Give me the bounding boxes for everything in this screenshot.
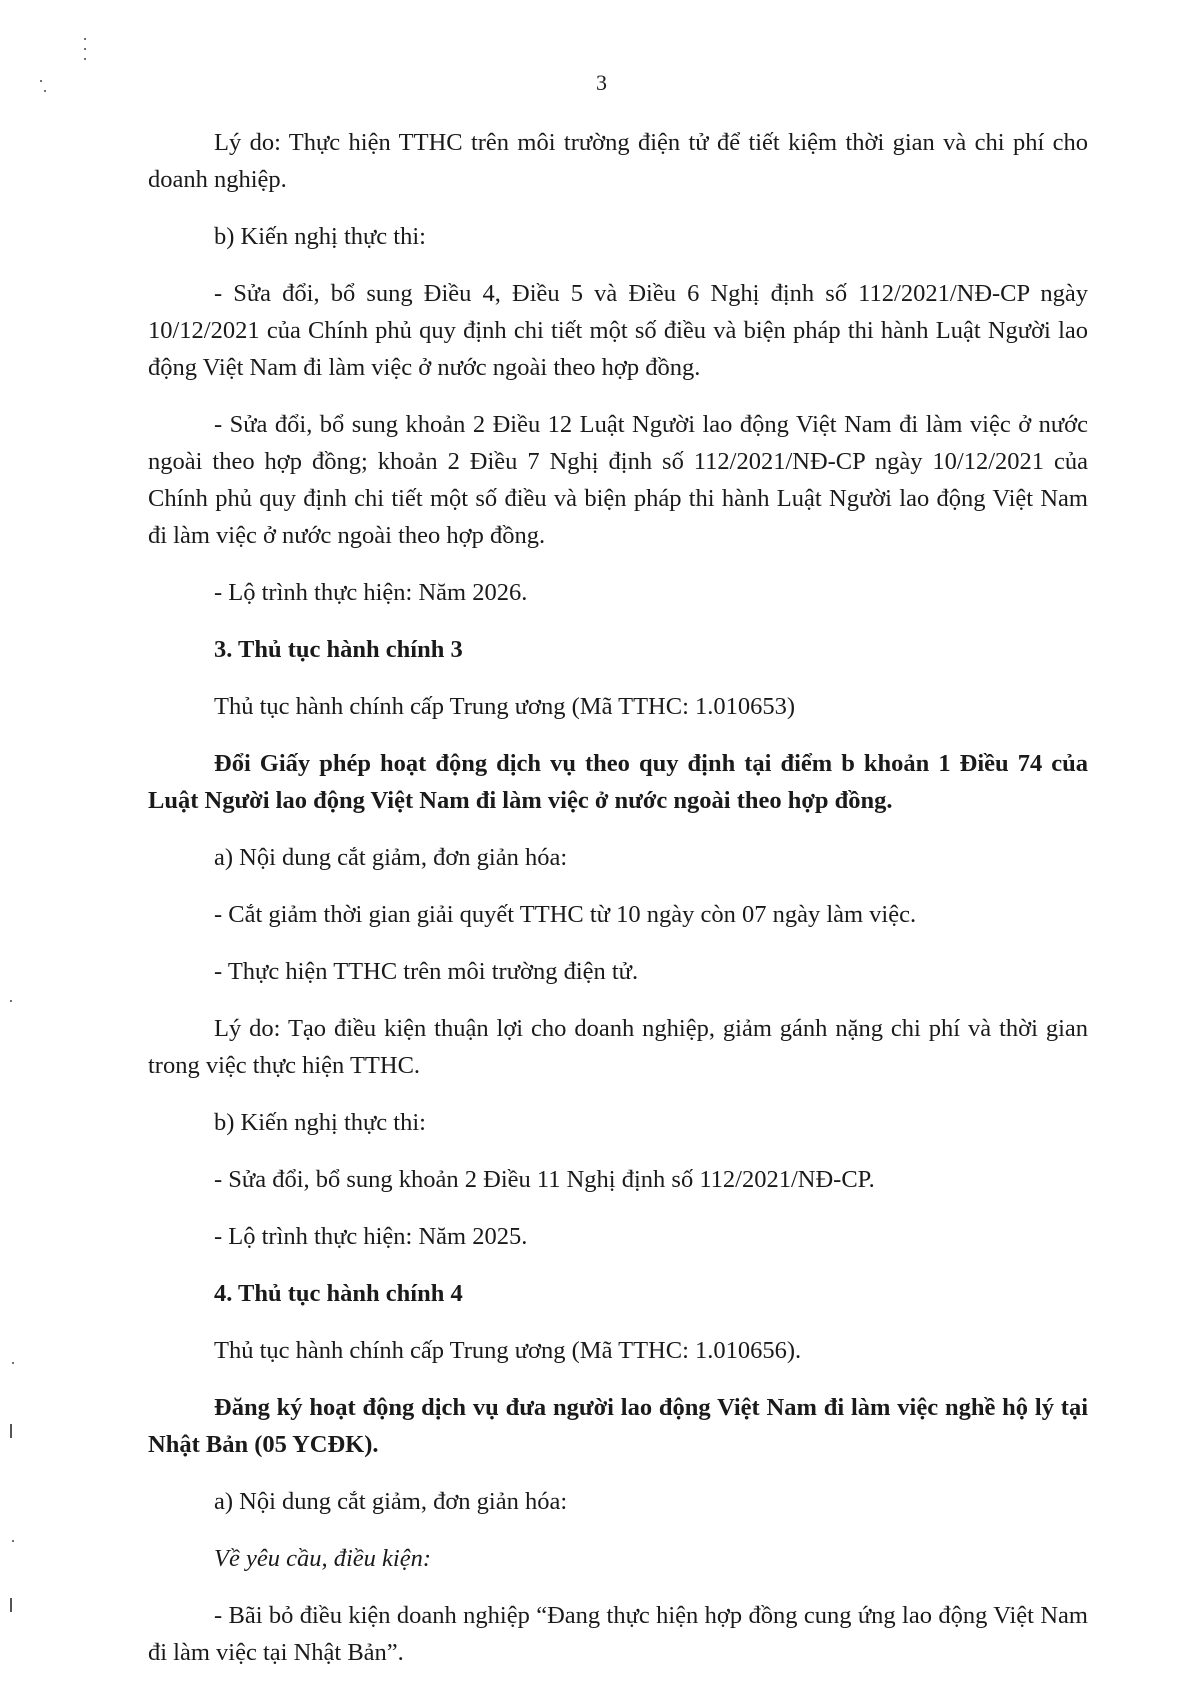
section-heading-procedure-4: 4. Thủ tục hành chính 4: [214, 1280, 463, 1307]
paragraph-simplification-heading-1: a) Nội dung cắt giảm, đơn giản hóa:: [214, 844, 568, 871]
page-number: 3: [596, 70, 607, 95]
paragraph-recommendation-heading-1: b) Kiến nghị thực thi:: [214, 223, 426, 250]
paragraph-electronic-procedure: - Thực hiện TTHC trên môi trường điện tử.: [214, 958, 639, 985]
procedure-3-title: Đổi Giấy phép hoạt động dịch vụ theo quy định tại điểm b khoản 1 Điều 74 của Luật Người lao động Việt Nam đi làm việc ở nước ngoài theo hợp đồng.: [148, 750, 1088, 814]
scan-mark: [10, 1424, 12, 1438]
paragraph-procedure-3-code: Thủ tục hành chính cấp Trung ương (Mã TTHC: 1.010653): [214, 693, 796, 720]
paragraph-amend-decree-article-11: - Sửa đổi, bổ sung khoản 2 Điều 11 Nghị định số 112/2021/NĐ-CP.: [214, 1166, 875, 1193]
paragraph-reduce-time: - Cắt giảm thời gian giải quyết TTHC từ 10 ngày còn 07 ngày làm việc.: [214, 901, 917, 928]
paragraph-reason-2: Lý do: Tạo điều kiện thuận lợi cho doanh nghiệp, giảm gánh nặng chi phí và thời gian trong việc thực hiện TTHC.: [148, 1015, 1088, 1079]
scan-mark: [10, 1598, 12, 1612]
scan-speck: [84, 48, 86, 50]
paragraph-roadmap-2026: - Lộ trình thực hiện: Năm 2026.: [214, 579, 528, 606]
document-body: [148, 124, 1088, 1691]
paragraph-requirements-heading: Về yêu cầu, điều kiện:: [214, 1545, 431, 1572]
procedure-4-title: Đăng ký hoạt động dịch vụ đưa người lao động Việt Nam đi làm việc nghề hộ lý tại Nhật Bản (05 YCĐK).: [148, 1394, 1088, 1458]
paragraph-recommendation-heading-2: b) Kiến nghị thực thi:: [214, 1109, 426, 1136]
paragraph-procedure-4-code: Thủ tục hành chính cấp Trung ương (Mã TTHC: 1.010656).: [214, 1337, 802, 1364]
paragraph-amend-decree-articles: - Sửa đổi, bổ sung Điều 4, Điều 5 và Điều 6 Nghị định số 112/2021/NĐ-CP ngày 10/12/2021 của Chính phủ quy định chi tiết một số điều và biện pháp thi hành Luật Người lao động Việt Nam đi làm việc ở nước ngoài theo hợp đồng.: [148, 280, 1088, 381]
scan-speck: [44, 90, 46, 92]
scan-speck: [84, 38, 86, 40]
scan-speck: [12, 1362, 14, 1364]
scan-speck: [40, 80, 42, 82]
section-heading-procedure-3: 3. Thủ tục hành chính 3: [214, 636, 463, 663]
paragraph-simplification-heading-2: a) Nội dung cắt giảm, đơn giản hóa:: [214, 1488, 568, 1515]
scan-speck: [10, 1000, 12, 1002]
paragraph-reason-1: Lý do: Thực hiện TTHC trên môi trường điện tử để tiết kiệm thời gian và chi phí cho doanh nghiệp.: [148, 129, 1088, 193]
scan-speck: [84, 58, 86, 60]
paragraph-abolish-condition: - Bãi bỏ điều kiện doanh nghiệp “Đang thực hiện hợp đồng cung ứng lao động Việt Nam đi làm việc tại Nhật Bản”.: [148, 1602, 1088, 1666]
scan-speck: [12, 1540, 14, 1542]
paragraph-roadmap-2025: - Lộ trình thực hiện: Năm 2025.: [214, 1223, 528, 1250]
paragraph-amend-law-article-12: - Sửa đổi, bổ sung khoản 2 Điều 12 Luật Người lao động Việt Nam đi làm việc ở nước ngoài theo hợp đồng; khoản 2 Điều 7 Nghị định số 112/2021/NĐ-CP ngày 10/12/2021 của Chính phủ quy định chi tiết một số điều và biện pháp thi hành Luật Người lao động Việt Nam đi làm việc ở nước ngoài theo hợp đồng.: [148, 411, 1088, 549]
